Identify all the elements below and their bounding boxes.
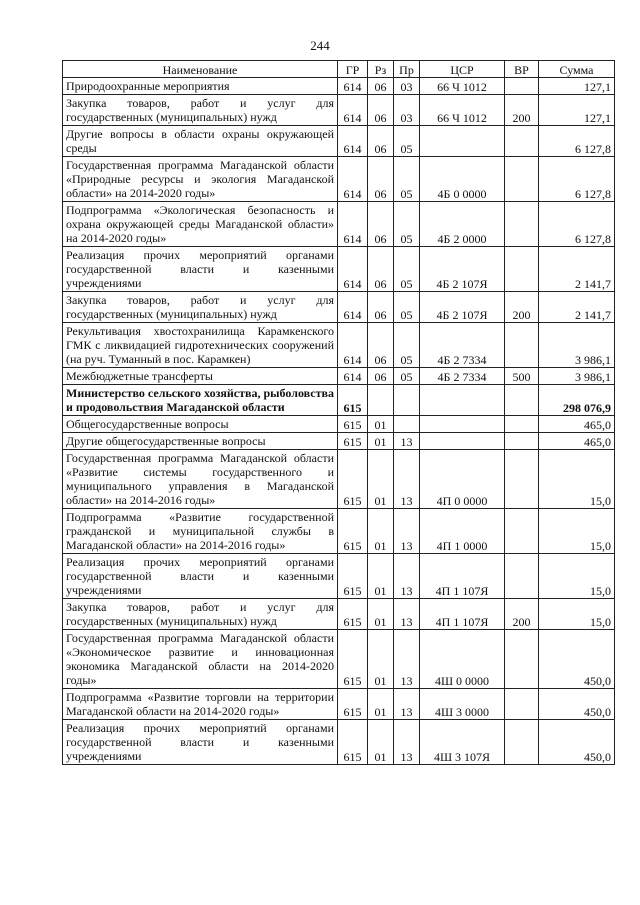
row-gr-cell: 614	[338, 323, 368, 368]
row-csr-cell: 4Б 2 107Я	[420, 247, 505, 292]
row-csr-cell: 4Б 2 0000	[420, 202, 505, 247]
row-sum-cell: 127,1	[539, 78, 615, 95]
row-rz-cell: 01	[368, 720, 394, 765]
row-rz-cell: 01	[368, 509, 394, 554]
row-rz-cell: 06	[368, 323, 394, 368]
row-rz-cell: 01	[368, 599, 394, 630]
row-csr-cell: 4Б 2 7334	[420, 323, 505, 368]
header-rz: Рз	[368, 61, 394, 78]
row-name-cell: Другие вопросы в области охраны окружающей среды	[63, 126, 338, 157]
row-csr-cell: 4Б 2 7334	[420, 368, 505, 385]
row-pr-cell: 13	[394, 554, 420, 599]
row-gr-cell: 615	[338, 630, 368, 689]
row-gr-cell: 615	[338, 416, 368, 433]
row-name-cell: Государственная программа Магаданской области «Экономическое развитие и инновационная экономика Магаданской области на 2014-2020 годы»	[63, 630, 338, 689]
row-vr-cell	[505, 433, 539, 450]
row-pr-cell: 05	[394, 157, 420, 202]
table-row	[63, 450, 615, 509]
row-vr-cell	[505, 630, 539, 689]
row-rz-cell: 01	[368, 554, 394, 599]
row-sum-cell: 15,0	[539, 554, 615, 599]
table-row	[63, 126, 615, 157]
row-rz-cell: 01	[368, 416, 394, 433]
table-row	[63, 554, 615, 599]
row-vr-cell	[505, 554, 539, 599]
row-vr-cell	[505, 689, 539, 720]
table-row	[63, 599, 615, 630]
row-csr-cell: 4П 1 107Я	[420, 554, 505, 599]
table-row	[63, 247, 615, 292]
row-gr-cell: 614	[338, 247, 368, 292]
table-row	[63, 157, 615, 202]
row-name-cell: Рекультивация хвостохранилища Карамкенского ГМК с ликвидацией гидротехнических сооружений (на руч. Туманный в пос. Карамкен)	[63, 323, 338, 368]
row-gr-cell: 614	[338, 292, 368, 323]
row-gr-cell: 615	[338, 509, 368, 554]
row-csr-cell	[420, 385, 505, 416]
row-sum-cell: 6 127,8	[539, 157, 615, 202]
row-csr-cell	[420, 433, 505, 450]
row-name-cell: Общегосударственные вопросы	[63, 416, 338, 433]
row-pr-cell: 13	[394, 450, 420, 509]
header-pr: Пр	[394, 61, 420, 78]
row-rz-cell: 06	[368, 292, 394, 323]
table-row	[63, 78, 615, 95]
row-name-cell: Закупка товаров, работ и услуг для государственных (муниципальных) нужд	[63, 292, 338, 323]
header-csr: ЦСР	[420, 61, 505, 78]
row-vr-cell	[505, 509, 539, 554]
row-vr-cell	[505, 720, 539, 765]
row-pr-cell: 03	[394, 95, 420, 126]
row-sum-cell: 2 141,7	[539, 247, 615, 292]
row-gr-cell: 615	[338, 554, 368, 599]
row-gr-cell: 614	[338, 78, 368, 95]
row-gr-cell: 614	[338, 202, 368, 247]
row-vr-cell	[505, 78, 539, 95]
row-sum-cell: 298 076,9	[539, 385, 615, 416]
table-row	[63, 689, 615, 720]
table-row	[63, 292, 615, 323]
row-vr-cell: 200	[505, 599, 539, 630]
row-pr-cell	[394, 416, 420, 433]
row-vr-cell	[505, 157, 539, 202]
row-name-cell: Закупка товаров, работ и услуг для государственных (муниципальных) нужд	[63, 95, 338, 126]
row-gr-cell: 614	[338, 368, 368, 385]
row-rz-cell: 06	[368, 247, 394, 292]
row-name-cell: Реализация прочих мероприятий органами государственной власти и казенными учреждениями	[63, 554, 338, 599]
table-row	[63, 95, 615, 126]
header-gr: ГР	[338, 61, 368, 78]
table-row	[63, 202, 615, 247]
row-pr-cell: 05	[394, 323, 420, 368]
row-name-cell: Реализация прочих мероприятий органами государственной власти и казенными учреждениями	[63, 247, 338, 292]
row-sum-cell: 450,0	[539, 630, 615, 689]
row-rz-cell: 01	[368, 433, 394, 450]
row-sum-cell: 6 127,8	[539, 202, 615, 247]
row-vr-cell	[505, 126, 539, 157]
row-vr-cell	[505, 202, 539, 247]
row-name-cell: Государственная программа Магаданской области «Природные ресурсы и экология Магаданской области» на 2014-2020 годы»	[63, 157, 338, 202]
row-sum-cell: 3 986,1	[539, 323, 615, 368]
row-pr-cell: 05	[394, 126, 420, 157]
row-name-cell: Другие общегосударственные вопросы	[63, 433, 338, 450]
row-name-cell: Межбюджетные трансферты	[63, 368, 338, 385]
row-rz-cell: 01	[368, 689, 394, 720]
row-pr-cell: 13	[394, 689, 420, 720]
row-pr-cell: 13	[394, 599, 420, 630]
row-pr-cell: 05	[394, 202, 420, 247]
row-rz-cell: 06	[368, 126, 394, 157]
row-name-cell: Подпрограмма «Экологическая безопасность и охрана окружающей среды Магаданской области» на 2014-2020 годы»	[63, 202, 338, 247]
row-gr-cell: 615	[338, 720, 368, 765]
table-header-row	[63, 61, 615, 78]
row-csr-cell	[420, 126, 505, 157]
row-rz-cell: 06	[368, 95, 394, 126]
row-sum-cell: 3 986,1	[539, 368, 615, 385]
row-gr-cell: 615	[338, 450, 368, 509]
row-sum-cell: 127,1	[539, 95, 615, 126]
row-gr-cell: 615	[338, 385, 368, 416]
table-row	[63, 720, 615, 765]
row-csr-cell: 4Ш 3 0000	[420, 689, 505, 720]
row-vr-cell	[505, 416, 539, 433]
row-pr-cell: 03	[394, 78, 420, 95]
row-rz-cell: 01	[368, 630, 394, 689]
row-csr-cell: 4Ш 0 0000	[420, 630, 505, 689]
row-csr-cell: 4П 1 107Я	[420, 599, 505, 630]
row-vr-cell: 500	[505, 368, 539, 385]
row-csr-cell: 4Ш 3 107Я	[420, 720, 505, 765]
row-csr-cell: 4Б 0 0000	[420, 157, 505, 202]
header-name: Наименование	[63, 61, 338, 78]
row-pr-cell: 13	[394, 720, 420, 765]
row-rz-cell: 01	[368, 450, 394, 509]
row-csr-cell: 66 Ч 1012	[420, 95, 505, 126]
row-gr-cell: 615	[338, 433, 368, 450]
row-vr-cell	[505, 450, 539, 509]
row-rz-cell	[368, 385, 394, 416]
table-row	[63, 323, 615, 368]
row-name-cell: Государственная программа Магаданской области «Развитие системы государственного и муниципального управления в Магаданской области» на 2014-2016 годы»	[63, 450, 338, 509]
budget-table	[62, 60, 615, 765]
row-sum-cell: 465,0	[539, 416, 615, 433]
row-sum-cell: 465,0	[539, 433, 615, 450]
row-pr-cell: 05	[394, 292, 420, 323]
row-gr-cell: 615	[338, 599, 368, 630]
row-rz-cell: 06	[368, 78, 394, 95]
row-rz-cell: 06	[368, 368, 394, 385]
row-sum-cell: 6 127,8	[539, 126, 615, 157]
row-vr-cell	[505, 323, 539, 368]
row-sum-cell: 2 141,7	[539, 292, 615, 323]
row-vr-cell	[505, 385, 539, 416]
row-vr-cell	[505, 247, 539, 292]
table-row	[63, 630, 615, 689]
table-row	[63, 509, 615, 554]
row-name-cell: Подпрограмма «Развитие государственной гражданской и муниципальной службы в Магаданской области» на 2014-2016 годы»	[63, 509, 338, 554]
row-gr-cell: 615	[338, 689, 368, 720]
row-csr-cell: 66 Ч 1012	[420, 78, 505, 95]
row-gr-cell: 614	[338, 95, 368, 126]
row-vr-cell: 200	[505, 95, 539, 126]
row-pr-cell: 13	[394, 630, 420, 689]
table-row	[63, 416, 615, 433]
row-pr-cell: 05	[394, 247, 420, 292]
table-row	[63, 385, 615, 416]
row-sum-cell: 15,0	[539, 599, 615, 630]
row-pr-cell: 13	[394, 509, 420, 554]
table-row	[63, 368, 615, 385]
row-csr-cell: 4П 1 0000	[420, 509, 505, 554]
row-csr-cell: 4П 0 0000	[420, 450, 505, 509]
row-rz-cell: 06	[368, 157, 394, 202]
header-vr: ВР	[505, 61, 539, 78]
row-vr-cell: 200	[505, 292, 539, 323]
row-sum-cell: 15,0	[539, 509, 615, 554]
row-name-cell: Министерство сельского хозяйства, рыболовства и продовольствия Магаданской области	[63, 385, 338, 416]
row-sum-cell: 450,0	[539, 720, 615, 765]
row-rz-cell: 06	[368, 202, 394, 247]
row-sum-cell: 450,0	[539, 689, 615, 720]
header-sum: Сумма	[539, 61, 615, 78]
row-sum-cell: 15,0	[539, 450, 615, 509]
row-gr-cell: 614	[338, 126, 368, 157]
row-gr-cell: 614	[338, 157, 368, 202]
row-pr-cell: 13	[394, 433, 420, 450]
row-name-cell: Подпрограмма «Развитие торговли на территории Магаданской области на 2014-2020 годы»	[63, 689, 338, 720]
row-csr-cell: 4Б 2 107Я	[420, 292, 505, 323]
row-csr-cell	[420, 416, 505, 433]
row-pr-cell	[394, 385, 420, 416]
row-name-cell: Закупка товаров, работ и услуг для государственных (муниципальных) нужд	[63, 599, 338, 630]
row-name-cell: Реализация прочих мероприятий органами государственной власти и казенными учреждениями	[63, 720, 338, 765]
row-name-cell: Природоохранные мероприятия	[63, 78, 338, 95]
table-row	[63, 433, 615, 450]
row-pr-cell: 05	[394, 368, 420, 385]
page-number: 244	[310, 38, 330, 53]
